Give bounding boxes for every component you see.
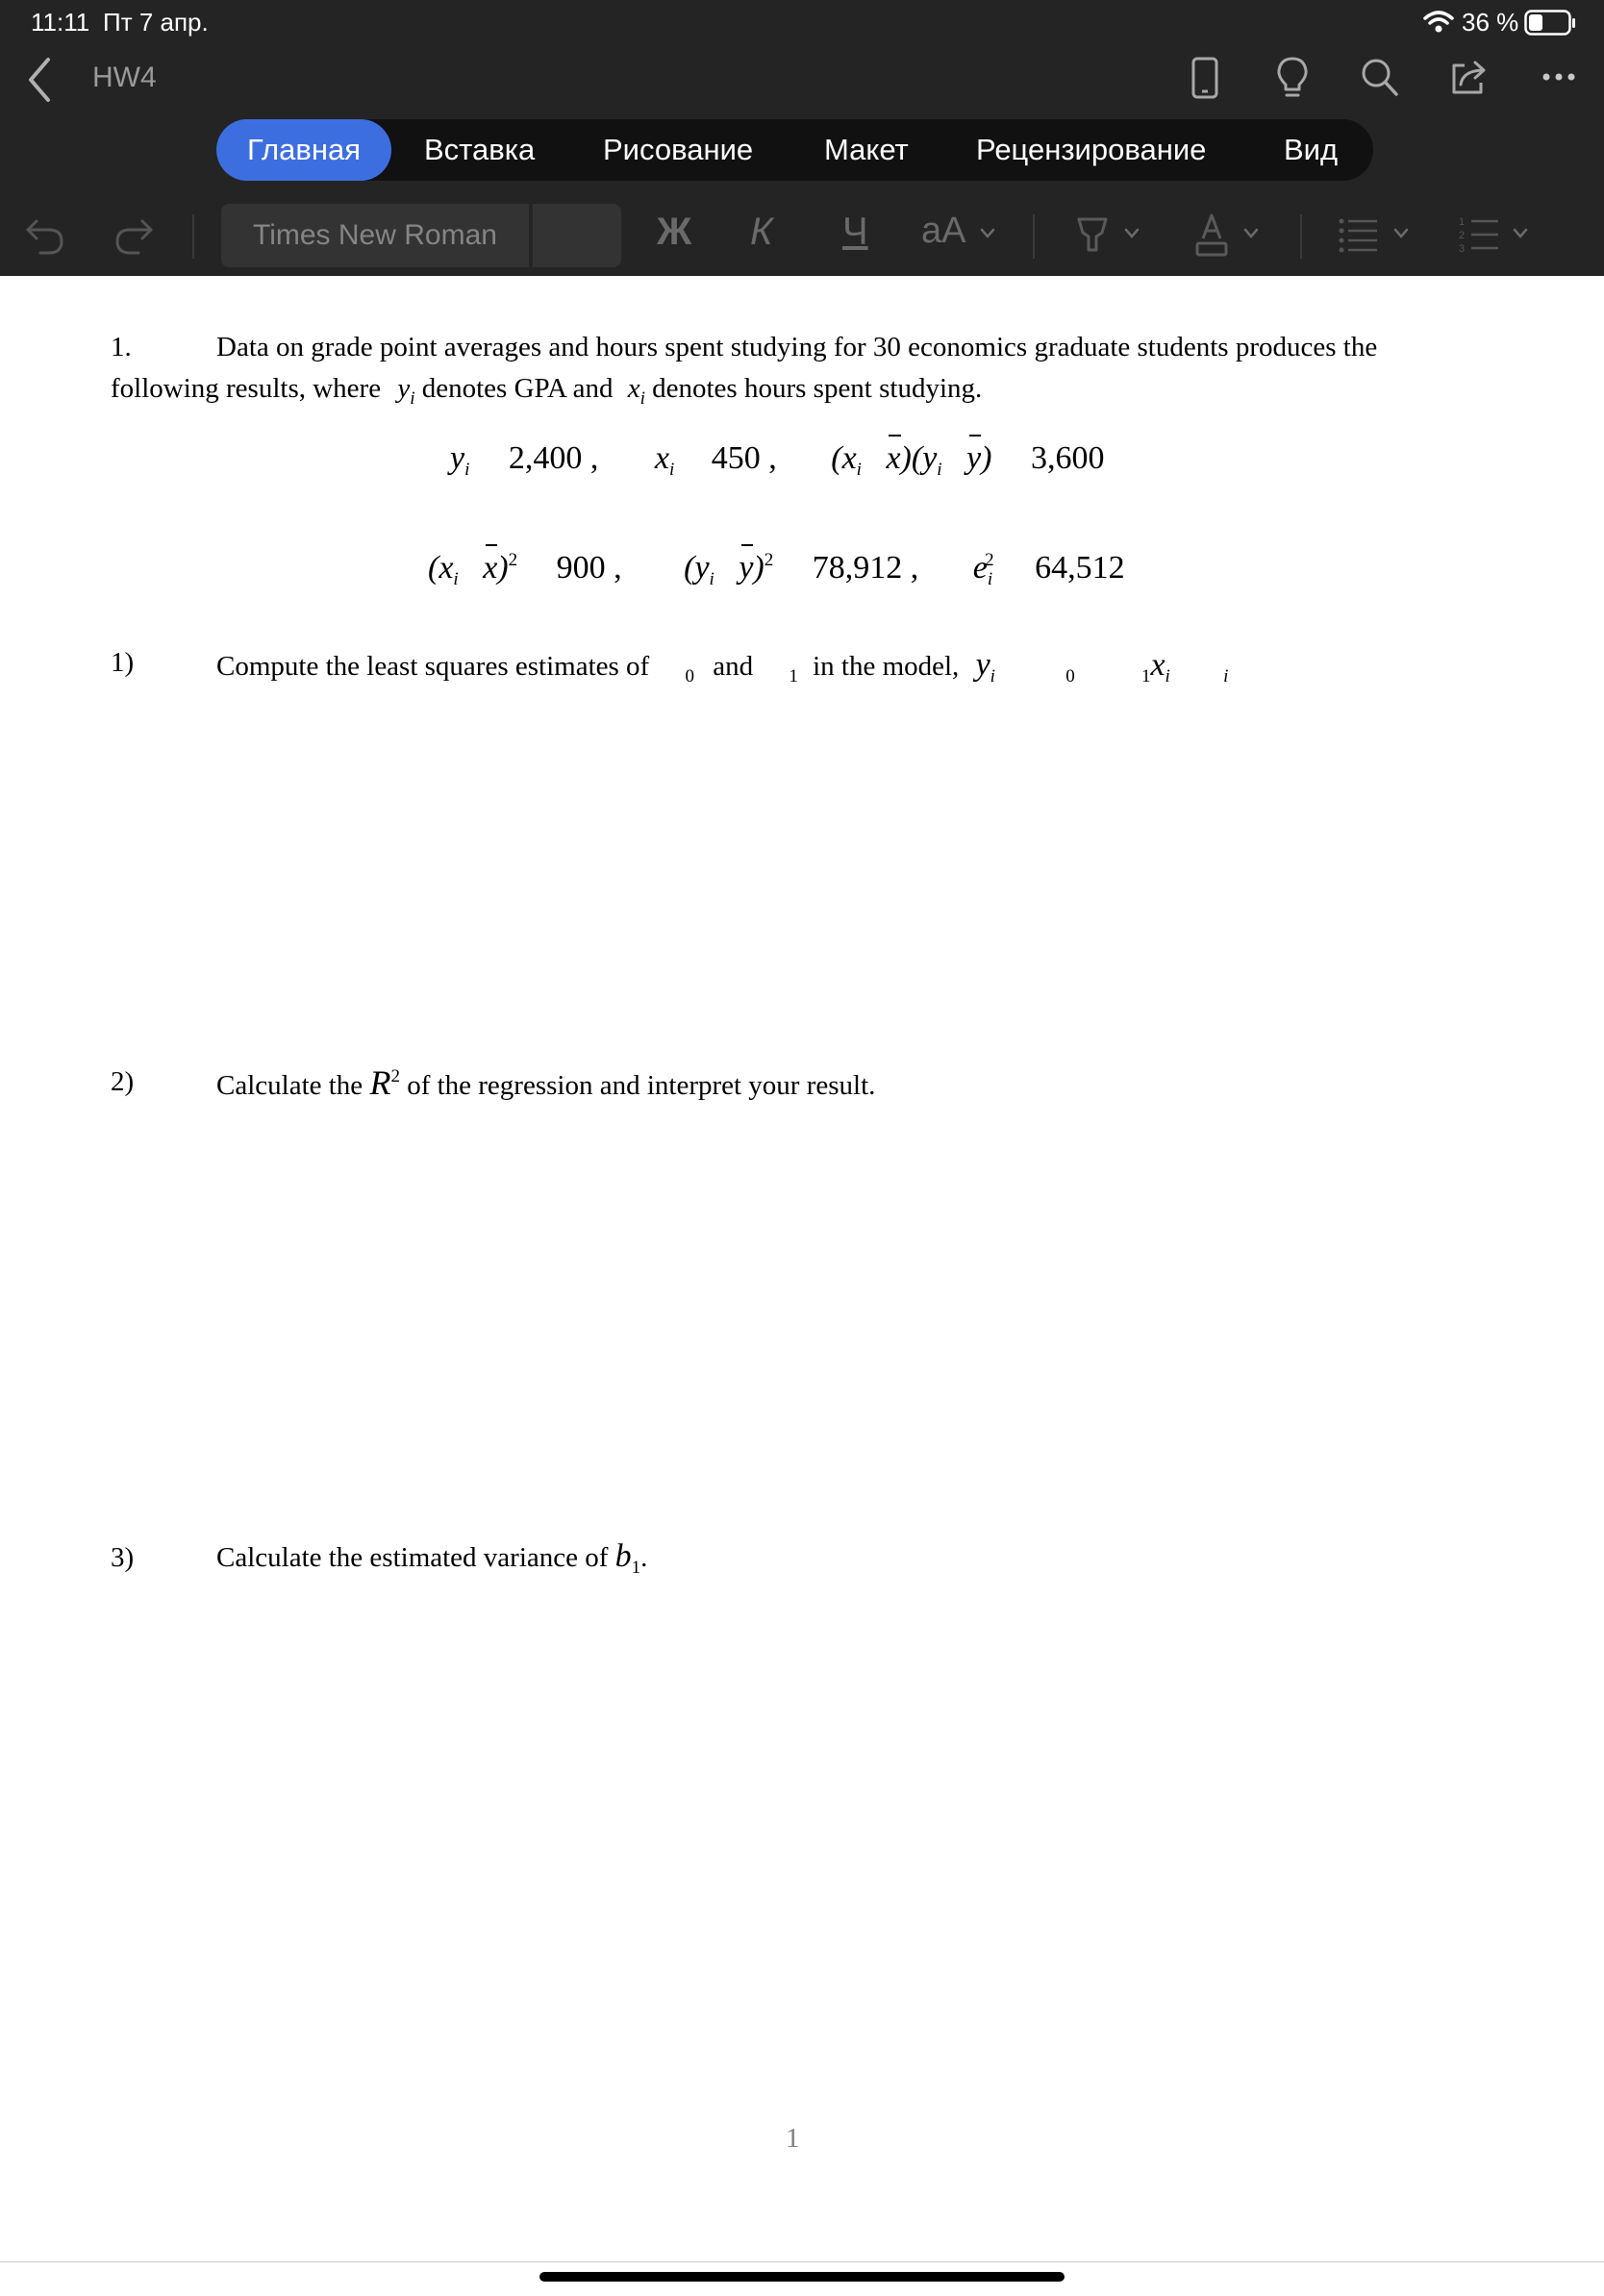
wifi-icon (1423, 10, 1454, 35)
item-1-text: Compute the least squares estimates of $_0$ and $_1$ in the model, $y_i$ $_0$ $_1x_i$ $_i$ (216, 647, 1229, 686)
item-2-text: Calculate the $R^2$ of the regression and interpret your result. (216, 1063, 876, 1102)
share-icon[interactable] (1449, 56, 1490, 100)
bold-button[interactable]: Ж (657, 211, 692, 253)
sum-xy-value: 3,600 (1031, 440, 1105, 476)
tab-view[interactable]: Вид (1284, 133, 1339, 166)
item-3-text-b: . (640, 1542, 648, 1573)
lightbulb-icon[interactable] (1275, 56, 1310, 100)
battery-percent: 36 % (1462, 8, 1519, 37)
intro-text-c: denotes hours spent studying. (652, 373, 983, 404)
item-number: 2) (111, 1066, 135, 1097)
document-title[interactable]: HW4 (92, 62, 157, 93)
tab-layout[interactable]: Макет (824, 133, 909, 166)
item-1-text-b: and (713, 651, 754, 682)
svg-text:1: 1 (1459, 216, 1466, 228)
sum-yy-value: 78,912 , (812, 550, 919, 586)
tab-review[interactable]: Рецензирование (976, 133, 1207, 166)
sum-xx-value: 900 , (556, 550, 622, 586)
highlighter-icon[interactable] (1073, 212, 1112, 260)
item-1-text-c: in the model, (813, 651, 960, 682)
app-chrome (0, 0, 1604, 276)
status-time: 11:11 (31, 8, 90, 37)
numbered-list-icon[interactable] (1458, 213, 1502, 258)
document-page[interactable] (0, 276, 1604, 2261)
sum-x-value: 450 , (711, 440, 777, 476)
tab-insert[interactable]: Вставка (424, 133, 536, 166)
question-number: 1. (111, 332, 132, 362)
item-number: 3) (111, 1542, 135, 1573)
item-2-text-b: of the regression and interpret your result. (407, 1070, 876, 1101)
home-indicator[interactable] (539, 2272, 1065, 2282)
intro-line-1: Data on grade point averages and hours spent studying for 30 economics graduate students produces the (216, 332, 1378, 362)
status-bar (0, 0, 1604, 46)
sum-y-value: 2,400 , (508, 440, 599, 476)
status-date: Пт 7 апр. (103, 8, 209, 37)
italic-button[interactable]: К (750, 211, 773, 253)
intro-line-2: following results, where $y_i$ denotes GPA and $x_i$ denotes hours spent studying. (111, 373, 983, 409)
item-3-text: Calculate the estimated variance of $b_1$. (216, 1538, 648, 1578)
chevron-down-icon[interactable] (1123, 227, 1140, 240)
item-number: 1) (111, 647, 135, 678)
font-size-field[interactable] (533, 204, 621, 267)
search-icon[interactable] (1360, 56, 1400, 100)
intro-text-a: following results, where (111, 373, 382, 404)
ribbon-tabs (216, 119, 1373, 181)
redo-icon[interactable] (112, 212, 156, 258)
chevron-down-icon[interactable] (1392, 227, 1410, 240)
chevron-down-icon[interactable] (979, 227, 996, 240)
undo-icon[interactable] (23, 212, 67, 258)
font-color-icon[interactable] (1192, 212, 1231, 260)
bottom-divider (0, 2261, 1604, 2262)
more-icon[interactable] (1541, 56, 1579, 100)
svg-text:2: 2 (1459, 230, 1466, 241)
phone-layout-icon[interactable] (1190, 56, 1219, 100)
item-1-text-a: Compute the least squares estimates of (216, 651, 650, 682)
tab-home[interactable]: Главная (216, 119, 391, 181)
svg-text:3: 3 (1459, 243, 1466, 255)
title-bar (0, 46, 1604, 113)
item-3-text-a: Calculate the estimated variance of (216, 1542, 609, 1573)
font-name-field[interactable]: Times New Roman (221, 204, 529, 267)
underline-button[interactable]: Ч (842, 211, 868, 253)
page-number: 1 (786, 2123, 800, 2154)
chevron-down-icon[interactable] (1512, 227, 1529, 240)
change-case-button[interactable]: aA (921, 211, 966, 251)
sum-e2-value: 64,512 (1035, 550, 1125, 586)
battery-icon (1524, 10, 1576, 37)
equation-row-1: $y_i$ 2,400 , $x_i$ 450 , ($x_i$ $x)(y_i$ y) 3,600 (450, 440, 1105, 480)
back-icon[interactable] (25, 56, 54, 104)
item-2-text-a: Calculate the (216, 1070, 363, 1101)
tab-draw[interactable]: Рисование (603, 133, 754, 166)
formatting-toolbar (0, 197, 1604, 274)
chevron-down-icon[interactable] (1242, 227, 1260, 240)
toolbar-divider (1033, 214, 1035, 259)
equation-row-2: ($x_i$ x)$^2$ 900 , ($y_i$ y)$^2$ 78,912 , $e_i^2$ 64,512 (428, 550, 1125, 589)
bullet-list-icon[interactable] (1337, 215, 1381, 256)
intro-text-b: denotes GPA and (421, 373, 614, 404)
toolbar-divider (1300, 214, 1302, 259)
toolbar-divider (192, 214, 194, 259)
